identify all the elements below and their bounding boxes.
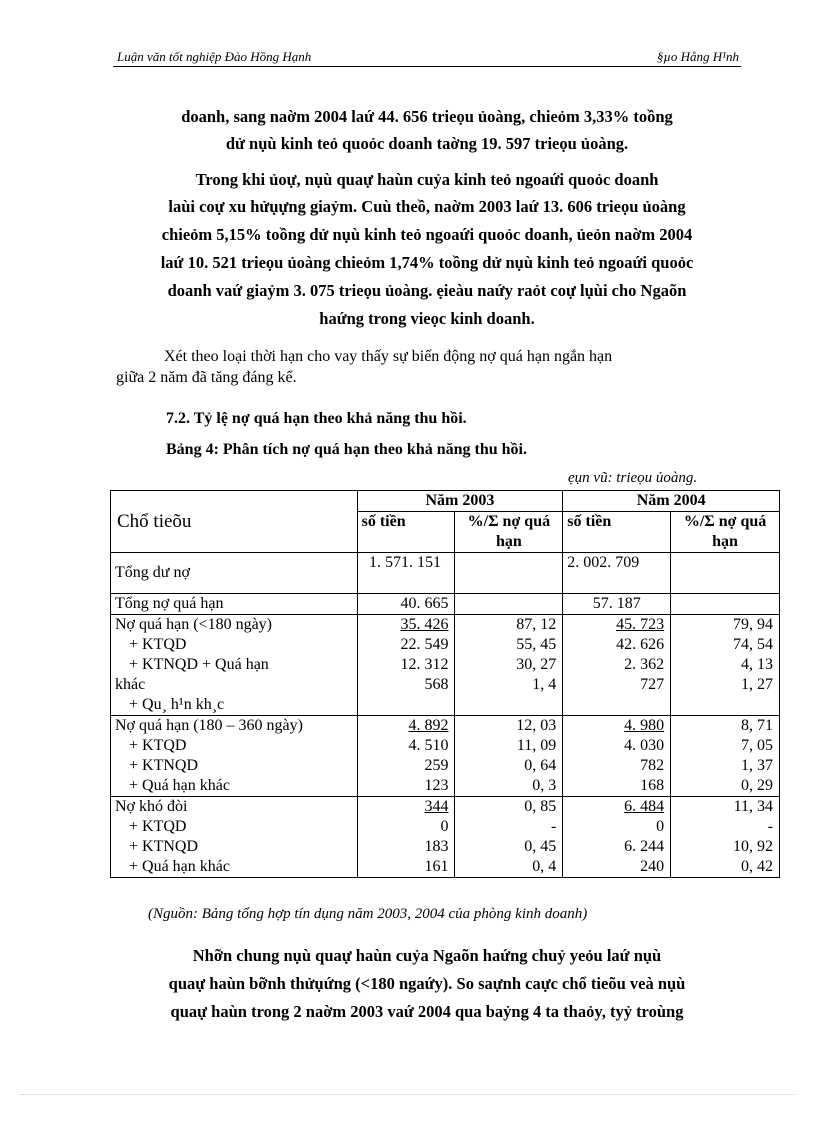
- row-label: + Quá hạn khác: [129, 858, 230, 875]
- row-label: + Qu¸ h¹n kh¸c: [129, 696, 225, 713]
- group-ratios-2003: [455, 615, 563, 716]
- group-amounts-2004: [563, 615, 671, 716]
- cell-value: 0, 3: [532, 777, 557, 794]
- group-amounts-2004: [563, 797, 671, 878]
- cell-value: 57. 187: [563, 594, 671, 615]
- table-row-group: [111, 797, 780, 878]
- cell-value: 240: [640, 858, 665, 875]
- row-label: + KTNQD: [129, 757, 199, 774]
- cell-value: [459, 695, 556, 715]
- cell-value: 6. 484: [624, 798, 665, 815]
- group-ratios-2003: [455, 716, 563, 797]
- cell-value: 11, 34: [733, 798, 773, 815]
- table-row: [111, 594, 780, 615]
- row-label: + KTQD: [129, 737, 187, 754]
- year-2003-header: Năm 2003: [357, 491, 563, 512]
- cell-value: 1, 4: [532, 676, 557, 693]
- row-label: + KTNQD: [129, 838, 199, 855]
- paragraph-line: doanh, sang naờm 2004 laứ 44. 656 trieọu ủoàng, chieỏm 3,33% toồng: [181, 107, 673, 126]
- cell-value: 0, 64: [524, 757, 557, 774]
- cell-value: 161: [424, 858, 449, 875]
- ratio-header: %/Σ nợ quá hạn: [671, 512, 780, 553]
- cell-value: 0, 29: [741, 777, 773, 794]
- cell-value: 22. 549: [400, 636, 449, 653]
- paragraph-line: laùi coự xu hửụựng giaỷm. Cuù theồ, naờm 2003 laứ 13. 606 trieọu ủoàng: [168, 197, 686, 216]
- group-ratios-2003: [455, 797, 563, 878]
- row-label: + KTNQD + Quá hạn: [129, 656, 269, 673]
- group-ratios-2004: [671, 716, 780, 797]
- cell-value: 2. 002. 709: [563, 553, 671, 594]
- group-labels: [111, 716, 358, 797]
- row-label: + KTQD: [129, 636, 187, 653]
- row-label: Tổng nợ quá hạn: [111, 594, 358, 615]
- group-amounts-2003: [357, 797, 455, 878]
- indicator-header: Chổ tieõu: [111, 491, 358, 553]
- cell-value: 74, 54: [733, 636, 773, 653]
- table-source-note: (Nguồn: Bảng tổng hợp tín dụng năm 2003, 2004 của phòng kinh doanh): [148, 906, 588, 922]
- cell-value: 4. 892: [408, 717, 449, 734]
- cell-empty: [455, 553, 563, 594]
- ratio-header: %/Σ nợ quá hạn: [455, 512, 563, 553]
- cell-value: 45. 723: [616, 616, 665, 633]
- row-label: Tổng dư nợ: [111, 553, 358, 594]
- cell-value: [567, 695, 664, 715]
- cell-empty: [455, 594, 563, 615]
- cell-value: [362, 695, 449, 715]
- normal-paragraph-line: Xét theo loại thời hạn cho vay thấy sự biến động nợ quá hạn ngắn hạn: [164, 348, 613, 365]
- footer-divider: [20, 1094, 796, 1095]
- paragraph-line: quaự haùn bỡnh thửụứng (<180 ngaứy). So saựnh caực chổ tieõu veà nụù: [168, 974, 686, 993]
- paragraph-line: chieỏm 5,15% toồng dử nụù kinh teỏ ngoaứi quoỏc doanh, ủeỏn naờm 2004: [161, 225, 693, 244]
- cell-value: 123: [424, 777, 449, 794]
- cell-value: 0, 42: [741, 858, 773, 875]
- cell-value: 79, 94: [733, 616, 773, 633]
- cell-value: 183: [424, 838, 449, 855]
- cell-value: 1, 37: [741, 757, 773, 774]
- unit-label: ẹụn vũ: trieọu ủoàng.: [568, 470, 698, 486]
- table-row-group: [111, 615, 780, 716]
- normal-paragraph-line: giữa 2 năm đã tăng đáng kể.: [116, 369, 297, 386]
- cell-value: 568: [424, 676, 449, 693]
- cell-value: 11, 09: [516, 737, 557, 754]
- cell-empty: [671, 553, 780, 594]
- paragraph-line: Trong khi ủoự, nụù quaự haùn cuỷa kinh teỏ ngoaứi quoỏc doanh: [195, 170, 659, 189]
- group-ratios-2004: [671, 615, 780, 716]
- cell-value: 87, 12: [516, 616, 557, 633]
- year-2004-header: Năm 2004: [563, 491, 780, 512]
- cell-value: 4. 980: [624, 717, 665, 734]
- page-header: [113, 42, 741, 67]
- amount-header: số tiền: [563, 512, 671, 553]
- table-title: Bảng 4: Phân tích nợ quá hạn theo khả năng thu hồi.: [166, 441, 527, 458]
- row-label: khác: [115, 676, 146, 693]
- paragraph-line: haứng trong vieọc kinh doanh.: [319, 309, 535, 328]
- section-title: 7.2. Tỷ lệ nợ quá hạn theo khả năng thu hồi.: [166, 410, 467, 427]
- cell-value: 0: [656, 818, 665, 835]
- cell-value: 10, 92: [733, 838, 773, 855]
- table-row: [111, 553, 780, 594]
- table-header-row: [111, 491, 780, 512]
- paragraph-line: dử nụù kinh teỏ quoỏc doanh taờng 19. 597 trieọu ủoàng.: [225, 134, 629, 153]
- cell-value: 168: [640, 777, 665, 794]
- cell-value: -: [550, 818, 557, 835]
- cell-value: 344: [424, 798, 449, 815]
- cell-empty: [671, 594, 780, 615]
- row-label: + KTQD: [129, 818, 187, 835]
- row-label: Nợ khó đòi: [115, 798, 188, 815]
- cell-value: 35. 426: [400, 616, 449, 633]
- cell-value: 4, 13: [741, 656, 773, 673]
- cell-value: 12. 312: [400, 656, 449, 673]
- cell-value: 55, 45: [516, 636, 557, 653]
- cell-value: 6. 244: [624, 838, 665, 855]
- cell-value: 0, 85: [524, 798, 557, 815]
- group-amounts-2003: [357, 716, 455, 797]
- group-amounts-2003: [357, 615, 455, 716]
- cell-value: [675, 695, 773, 715]
- cell-value: 4. 510: [408, 737, 449, 754]
- cell-value: 0: [440, 818, 449, 835]
- cell-value: 259: [424, 757, 449, 774]
- paragraph-line: Nhỡn chung nụù quaự haùn cuỷa Ngaõn haứng chuỷ yeỏu laứ nụù: [192, 946, 662, 965]
- cell-value: 12, 03: [516, 717, 557, 734]
- cell-value: 727: [640, 676, 665, 693]
- cell-value: 40. 665: [357, 594, 455, 615]
- header-left: Luận văn tốt nghiệp Đào Hồng Hạnh: [117, 49, 312, 64]
- row-label: + Quá hạn khác: [129, 777, 230, 794]
- overdue-debt-table: [110, 490, 780, 878]
- row-label: Nợ quá hạn (180 – 360 ngày): [115, 717, 303, 734]
- cell-value: 2. 362: [624, 656, 665, 673]
- table-row-group: [111, 716, 780, 797]
- cell-value: 0, 45: [524, 838, 557, 855]
- row-label: Nợ quá hạn (<180 ngày): [115, 616, 272, 633]
- cell-value: -: [767, 818, 773, 835]
- group-labels: [111, 615, 358, 716]
- paragraph-line: quaự haùn trong 2 naờm 2003 vaứ 2004 qua baỷng 4 ta thaỏy, tyỷ troùng: [170, 1002, 684, 1021]
- cell-value: 8, 71: [741, 717, 773, 734]
- paragraph-line: doanh vaứ giaỷm 3. 075 trieọu ủoàng. ẹieàu naứy raỏt coự lụùi cho Ngaõn: [167, 281, 687, 300]
- paragraph-line: laứ 10. 521 trieọu ủoàng chieỏm 1,74% toồng dử nụù kinh teỏ ngoaứi quoỏc: [160, 253, 694, 272]
- cell-value: 0, 4: [532, 858, 557, 875]
- cell-value: 30, 27: [516, 656, 557, 673]
- header-right: §µo Hång H¹nh: [656, 49, 739, 64]
- group-ratios-2004: [671, 797, 780, 878]
- cell-value: 7, 05: [741, 737, 773, 754]
- cell-value: 42. 626: [616, 636, 665, 653]
- cell-value: 782: [640, 757, 665, 774]
- amount-header: số tiền: [357, 512, 455, 553]
- cell-value: 1. 571. 151: [357, 553, 455, 594]
- cell-value: 1, 27: [741, 676, 773, 693]
- cell-value: 4. 030: [624, 737, 665, 754]
- group-labels: [111, 797, 358, 878]
- group-amounts-2004: [563, 716, 671, 797]
